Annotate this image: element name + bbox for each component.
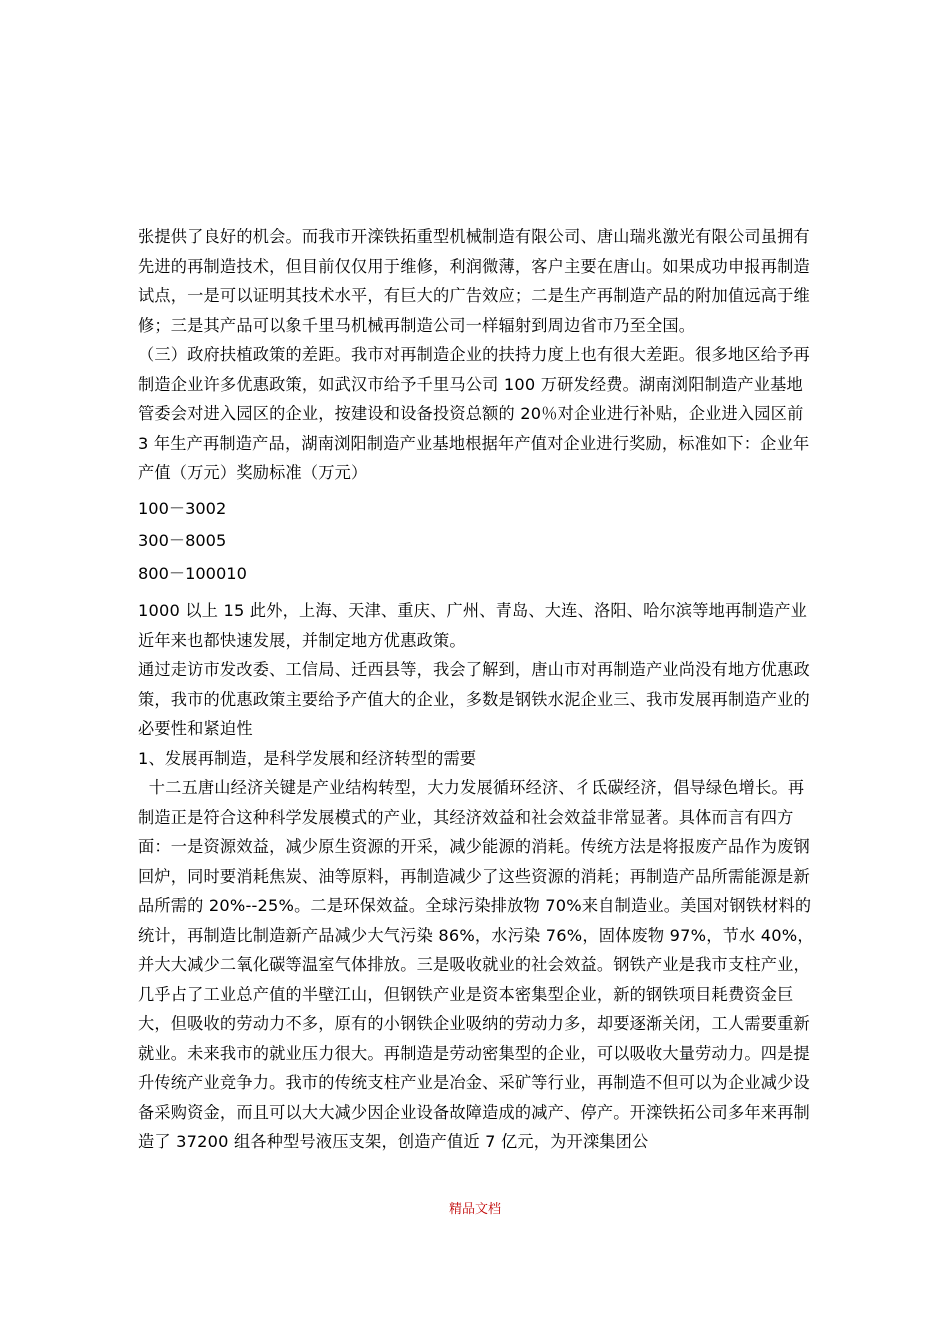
paragraph-1: 张提供了良好的机会。而我市开滦铁拓重型机械制造有限公司、唐山瑞兆激光有限公司虽拥有先进的再制造技术，但目前仅仅用于维修，利润微薄，客户主要在唐山。如果成功申报再制造试点，一是可以证明其技术水平，有巨大的广告效应；二是生产再制造产品的附加值远高于维修；三是其产品可以象千里马机械再制造公司一样辐射到周边省市乃至全国。	[138, 227, 810, 335]
document-body-continued	[138, 596, 818, 1157]
document-body	[138, 222, 818, 1157]
reward-line-2: 300－8005	[138, 531, 227, 550]
paragraph-5: 十二五唐山经济关键是产业结构转型，大力发展循环经济、彳氐碳经济，倡导绿色增长。再制造正是符合这种科学发展模式的产业，其经济效益和社会效益非常显著。具体而言有四方面：一是资源效益，减少原生资源的开采，减少能源的消耗。传统方法是将报废产品作为废钢回炉，同时要消耗焦炭、油等原料，再制造减少了这些资源的消耗；再制造产品所需能源是新品所需的 20%--25%。二是环保效益。全球污染排放物 70%来自制造业。美国对钢铁材料的统计，再制造比制造新产品减少大气污染 86%，水污染 76%，固体废物 97%，节水 40%，并大大减少二氧化碳等温室气体排放。三是吸收就业的社会效益。钢铁产业是我市支柱产业，几乎占了工业总产值的半壁江山，但钢铁产业是资本密集型企业，新的钢铁项目耗费资金巨大，但吸收的劳动力不多，原有的小钢铁企业吸纳的劳动力多，却要逐渐关闭，工人需要重新就业。未来我市的就业压力很大。再制造是劳动密集型的企业，可以吸收大量劳动力。四是提升传统产业竞争力。我市的传统支柱产业是冶金、采矿等行业，再制造不但可以为企业减少设备采购资金，而且可以大大减少因企业设备故障造成的减产、停产。开滦铁拓公司多年来再制造了 37200 组各种型号液压支架，创造产值近 7 亿元，为开滦集团公	[138, 778, 814, 1151]
reward-line-3: 800－100010	[138, 563, 247, 583]
section-heading: 1、发展再制造，是科学发展和经济转型的需要	[138, 748, 477, 768]
paragraph-3: 1000 以上 15 此外，上海、天津、重庆、广州、青岛、大连、洛阳、哈尔滨等地再制造产业近年来也都快速发展，并制定地方优惠政策。	[138, 601, 807, 650]
footer-watermark: 精品文档	[448, 1202, 501, 1217]
paragraph-4: 通过走访市发改委、工信局、迁西县等，我会了解到，唐山市对再制造产业尚没有地方优惠政策，我市的优惠政策主要给予产值大的企业，多数是钢铁水泥企业三、我市发展再制造产业的必要性和紧迫性	[138, 660, 810, 738]
paragraph-2: （三）政府扶植政策的差距。我市对再制造企业的扶持力度上也有很大差距。很多地区给予再制造企业许多优惠政策，如武汉市给予千里马公司 100 万研发经费。湖南浏阳制造产业基地管委会对进入园区的企业，按建设和设备投资总额的 20％对企业进行补贴，企业进入园区前 3 年生产再制造产品，湖南浏阳制造产业基地根据年产值对企业进行奖励，标准如下：企业年产值（万元）奖励标准（万元）	[138, 345, 810, 482]
reward-table-lines	[138, 494, 818, 589]
reward-line-1: 100－3002	[138, 498, 227, 518]
